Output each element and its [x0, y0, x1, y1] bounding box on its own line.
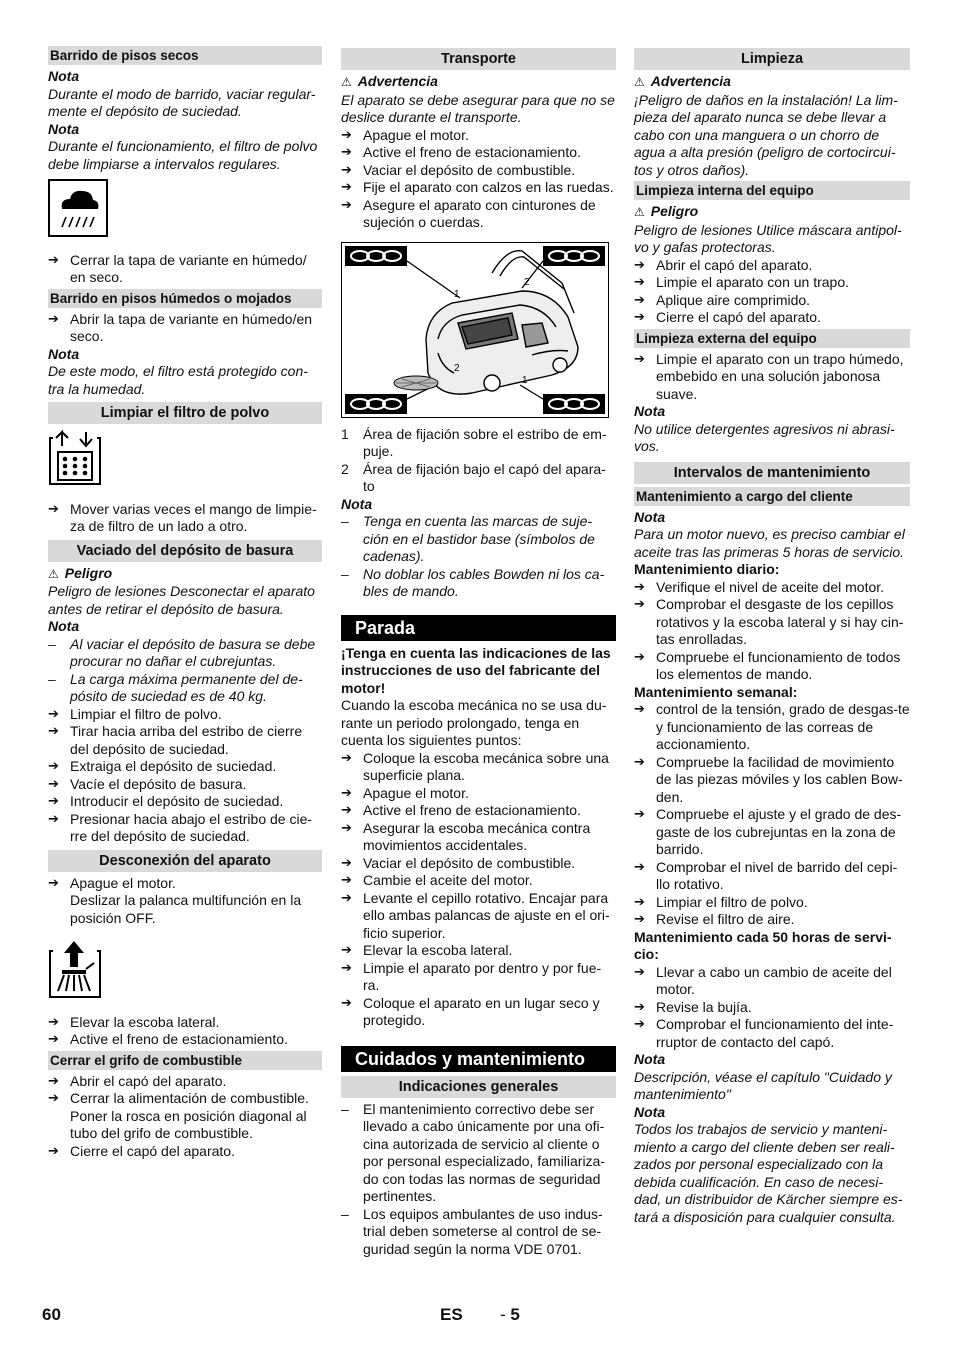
step-item: ➔ Cerrar la tapa de variante en húmedo/ en seco. — [48, 252, 322, 287]
callout-1: 1 — [454, 288, 460, 300]
note-text: Todos los trabajos de servicio y manteni-miento a cargo del cliente deben ser reali-zados por personal especializado con la debida cualificación. En caso de necesi-dad, un distribuidor de Kärcher siempre es-tará a disposición para cualquier consulta. — [634, 1121, 903, 1225]
step-item: ➔ Elevar la escoba lateral. — [48, 1014, 322, 1032]
danger-label: ⚠ Peligro — [48, 564, 113, 581]
dash-item: – Los equipos ambulantes de uso indus-trial deben someterse al control de se-guridad según la norma VDE 0701. — [341, 1206, 616, 1259]
step-item: ➔ Levante el cepillo rotativo. Encajar para ello ambas palancas de ajuste en el ori-ficio superior. — [341, 890, 616, 943]
step-item: ➔ Compruebe el ajuste y el grado de des-gaste de los cubrejuntas en la zona de barrido. — [634, 806, 910, 859]
side-broom-raise-icon — [48, 939, 322, 1004]
note-label: Nota — [48, 618, 80, 634]
step-item: ➔ Comprobar el nivel de barrido del cepi-llo rotativo. — [634, 859, 910, 894]
callout-2: 2 — [454, 362, 460, 374]
numbered-item: 1 Área de fijación sobre el estribo de em-puje. — [341, 425, 607, 459]
chain-badge-top-left — [345, 246, 407, 266]
note-label: Nota — [48, 345, 80, 362]
step-item: ➔ Apague el motor. — [341, 127, 616, 145]
step-item: ➔ Coloque la escoba mecánica sobre una superficie plana. — [341, 750, 616, 785]
bold-note: ¡Tenga en cuenta las indicaciones de las instrucciones de uso del fabricante del motor! — [341, 644, 611, 696]
step-item: ➔ Limpiar el filtro de polvo. — [634, 894, 910, 912]
step-item: ➔ Active el freno de estacionamiento. — [48, 1031, 322, 1049]
step-item: ➔ Cierre el capó del aparato. — [634, 309, 910, 327]
danger-text: Peligro de lesiones Utilice máscara antipol-vo y gafas protectoras. — [634, 221, 902, 255]
step-item: ➔ Abrir el capó del aparato. — [48, 1073, 322, 1091]
chapter-heading: Cuidados y mantenimiento — [341, 1046, 616, 1072]
section-heading: Intervalos de mantenimiento — [634, 462, 910, 484]
step-item: ➔ Aplique aire comprimido. — [634, 292, 910, 310]
step-continuation: Deslizar la palanca multifunción en la posición OFF. — [70, 892, 302, 926]
warning-triangle-icon: ⚠ — [634, 75, 645, 89]
section-heading: Cerrar el grifo de combustible — [48, 1051, 322, 1070]
step-item: ➔ Compruebe el funcionamiento de todos los elementos de mando. — [634, 649, 910, 684]
step-item: ➔ Coloque el aparato en un lugar seco y protegido. — [341, 995, 616, 1030]
step-item: ➔ Limpiar el filtro de polvo. — [48, 706, 322, 724]
note-text: No utilice detergentes agresivos ni abrasi-vos. — [634, 420, 895, 454]
language-code: ES — [440, 1305, 463, 1324]
step-item: ➔ Introducir el depósito de suciedad. — [48, 793, 322, 811]
chain-badge-bottom-right — [543, 394, 605, 414]
column-middle — [341, 44, 616, 1258]
step-item: ➔ Abrir el capó del aparato. — [634, 257, 910, 275]
subheading: Mantenimiento diario: — [634, 561, 780, 577]
step-item: ➔ Verifique el nivel de aceite del motor. — [634, 579, 910, 597]
step-item: ➔ control de la tensión, grado de desgas-te y funcionamiento de las correas de accionamiento. — [634, 701, 910, 754]
step-item: ➔ Cambie el aceite del motor. — [341, 872, 616, 890]
warning-text: El aparato se debe asegurar para que no se deslice durante el transporte. — [341, 91, 615, 125]
step-item: ➔ Cerrar la alimentación de combustible. — [48, 1090, 322, 1108]
intro-text: Cuando la escoba mecánica no se usa du-rante un periodo prolongado, tenga en cuenta los siguientes puntos: — [341, 697, 607, 748]
note-label: Nota — [634, 508, 666, 525]
section-heading: Limpieza interna del equipo — [634, 181, 910, 200]
section-heading: Transporte — [341, 48, 616, 70]
step-item: ➔ Revise la bujía. — [634, 999, 910, 1017]
step-item: ➔ Tirar hacia arriba del estribo de cierre del depósito de suciedad. — [48, 723, 322, 758]
step-item: ➔ Elevar la escoba lateral. — [341, 942, 616, 960]
step-item: ➔ Apague el motor. — [48, 875, 322, 893]
section-heading: Vaciado del depósito de basura — [48, 540, 322, 562]
section-heading: Barrido de pisos secos — [48, 46, 322, 65]
section-heading: Limpiar el filtro de polvo — [48, 402, 322, 424]
step-item: ➔ Llevar a cabo un cambio de aceite del motor. — [634, 964, 910, 999]
step-item: ➔ Active el freno de estacionamiento. — [341, 144, 616, 162]
chain-badge-top-right — [543, 246, 605, 266]
danger-text: Peligro de lesiones Desconectar el aparato antes de retirar el depósito de basura. — [48, 583, 315, 617]
step-item: ➔ Limpie el aparato con un trapo húmedo, embebido en una solución jabonosa suave. — [634, 351, 910, 404]
warning-label: ⚠ Advertencia — [634, 73, 731, 89]
dash-item: – El mantenimiento correctivo debe ser llevado a cabo únicamente por una ofi-cina autorizada de servicio al cliente o por personal especializado, familiariza-do con todas las normas de seguridad pertinentes. — [341, 1101, 616, 1206]
step-item: ➔ Extraiga el depósito de suciedad. — [48, 758, 322, 776]
section-heading: Barrido en pisos húmedos o mojados — [48, 289, 322, 308]
note-label: Nota — [48, 68, 80, 84]
subheading: Mantenimiento cada 50 horas de servi-cio: — [634, 928, 892, 962]
transport-figure — [341, 242, 609, 418]
step-item: ➔ Compruebe la facilidad de movimiento de las piezas móviles y los cablen Bow-den. — [634, 754, 910, 807]
note-label: Nota — [634, 1051, 666, 1067]
section-heading: Limpieza — [634, 48, 910, 70]
note-text: Descripción, véase el capítulo "Cuidado y mantenimiento" — [634, 1068, 892, 1102]
dash-item: – Al vaciar el depósito de basura se debe procurar no dañar el cubrejuntas. — [48, 636, 322, 671]
step-item: ➔ Vacíe el depósito de basura. — [48, 776, 322, 794]
step-item: ➔ Abrir la tapa de variante en húmedo/en seco. — [48, 311, 322, 346]
rain-cloud-icon — [48, 179, 322, 242]
step-item: ➔ Asegure el aparato con cinturones de sujeción o cuerdas. — [341, 197, 616, 232]
dash-item: – Tenga en cuenta las marcas de suje-ción en el bastidor base (símbolos de cadenas). — [341, 513, 616, 566]
dash-item: – La carga máxima permanente del de-pósito de suciedad es de 40 kg. — [48, 671, 322, 706]
step-item: ➔ Comprobar el funcionamiento del inte-rruptor de contacto del capó. — [634, 1016, 910, 1051]
step-continuation: Poner la rosca en posición diagonal al tubo del grifo de combustible. — [70, 1107, 307, 1141]
filter-shake-icon — [48, 430, 322, 491]
danger-label: ⚠ Peligro — [634, 203, 699, 219]
step-item: ➔ Limpie el aparato por dentro y por fue-ra. — [341, 960, 616, 995]
section-page: - 5 — [500, 1305, 520, 1324]
chapter-heading: Parada — [341, 615, 616, 641]
section-heading: Desconexión del aparato — [48, 850, 322, 872]
subheading: Mantenimiento semanal: — [634, 683, 798, 700]
dash-item: – No doblar los cables Bowden ni los ca-bles de mando. — [341, 566, 616, 601]
step-item: ➔ Apague el motor. — [341, 785, 616, 803]
warning-triangle-icon: ⚠ — [48, 566, 59, 581]
note-text: Durante el funcionamiento, el filtro de polvo debe limpiarse a intervalos regulares. — [48, 138, 318, 172]
callout-2: 2 — [524, 276, 530, 288]
note-text: De este modo, el filtro está protegido con-tra la humedad. — [48, 363, 308, 397]
section-heading: Limpieza externa del equipo — [634, 329, 910, 348]
page-number: 60 — [42, 1305, 61, 1324]
section-heading: Mantenimiento a cargo del cliente — [634, 487, 910, 506]
warning-label: ⚠ Advertencia — [341, 73, 438, 89]
step-item: ➔ Mover varias veces el mango de limpie-za de filtro de un lado a otro. — [48, 501, 322, 536]
note-label: Nota — [341, 495, 373, 512]
step-item: ➔ Vaciar el depósito de combustible. — [341, 855, 616, 873]
step-item: ➔ Cierre el capó del aparato. — [48, 1143, 322, 1161]
warning-triangle-icon: ⚠ — [634, 205, 645, 219]
numbered-item: 2 Área de fijación bajo el capó del apara-to — [341, 460, 606, 494]
step-item: ➔ Vaciar el depósito de combustible. — [341, 162, 616, 180]
step-item: ➔ Limpie el aparato con un trapo. — [634, 274, 910, 292]
callout-1: 1 — [522, 374, 528, 386]
step-item: ➔ Presionar hacia abajo el estribo de cie-rre del depósito de suciedad. — [48, 811, 322, 846]
step-item: ➔ Revise el filtro de aire. — [634, 911, 910, 929]
step-item: ➔ Active el freno de estacionamiento. — [341, 802, 616, 820]
chain-badge-bottom-left — [345, 394, 407, 414]
warning-triangle-icon: ⚠ — [341, 75, 352, 89]
warning-text: ¡Peligro de daños en la instalación! La lim-pieza del aparato nunca se debe llevar a cabo con una manguera o un chorro de agua a alta presión (peligro de cortocircui-tos y otros daños). — [634, 91, 898, 178]
column-right — [634, 44, 910, 1226]
note-label: Nota — [48, 120, 80, 137]
section-heading: Indicaciones generales — [341, 1076, 616, 1098]
step-item: ➔ Asegurar la escoba mecánica contra movimientos accidentales. — [341, 820, 616, 855]
note-text: Durante el modo de barrido, vaciar regular-mente el depósito de suciedad. — [48, 85, 316, 119]
step-item: ➔ Comprobar el desgaste de los cepillos rotativos y la escoba lateral y si hay cin-tas enrolladas. — [634, 596, 910, 649]
step-item: ➔ Fije el aparato con calzos en las ruedas. — [341, 179, 616, 197]
note-label: Nota — [634, 1103, 666, 1120]
note-label: Nota — [634, 403, 666, 419]
note-text: Para un motor nuevo, es preciso cambiar el aceite tras las primeras 5 horas de servicio. — [634, 526, 905, 560]
column-left — [48, 44, 322, 1160]
